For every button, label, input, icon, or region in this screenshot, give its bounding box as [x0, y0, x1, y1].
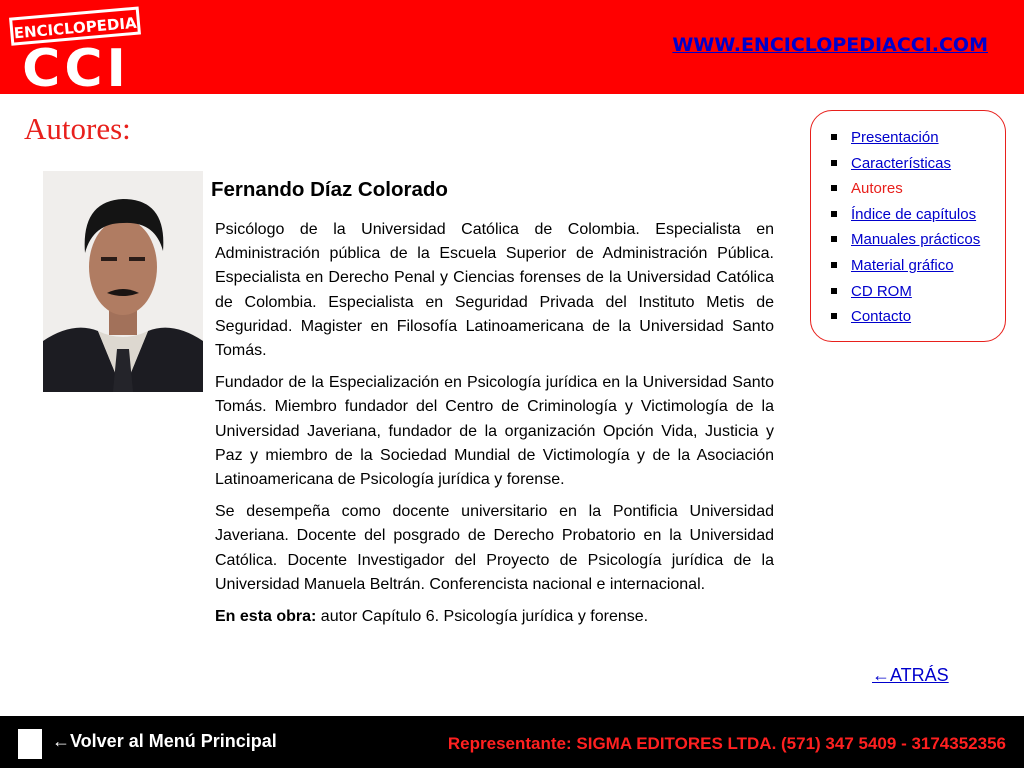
page-title: Autores:	[24, 111, 131, 146]
site-url-link[interactable]: WWW.ENCICLOPEDIACCI.COM	[672, 34, 988, 56]
bio-paragraph: Psicólogo de la Universidad Católica de Colombia. Especialista en Administración pública de la Escuela Superior de Administración Pública. Especialista en Derecho Penal y Ciencias forenses de la Universidad Católica de Colombia. Especialista en Seguridad Privada del Instituto Metis de Seguridad. Magister en Filosofía Latinoamericana de la Universidad Santo Tomás.	[215, 221, 774, 360]
nav-item-caracteristicas	[830, 154, 980, 180]
nav-link-manuales[interactable]: Manuales prácticos	[851, 231, 981, 249]
nav-link-indice[interactable]: Índice de capítulos	[851, 205, 977, 223]
author-name: Fernando Díaz Colorado	[211, 178, 448, 201]
enciclopedia-cci-logo[interactable]	[6, 6, 146, 90]
nav-link-contacto[interactable]: Contacto	[851, 308, 912, 326]
nav-item-manuales	[830, 230, 980, 256]
nav-item-autores	[830, 179, 980, 205]
nav-item-presentacion	[830, 128, 980, 154]
main-menu-link[interactable]: ←Volver al Menú Principal	[52, 731, 277, 751]
nav-list	[830, 128, 980, 333]
nav-link-material[interactable]: Material gráfico	[851, 256, 954, 274]
logo-main-text: CCI	[22, 39, 130, 90]
header-bar	[0, 0, 1024, 94]
footer-bar	[0, 716, 1024, 768]
nav-item-indice	[830, 205, 980, 231]
representative-info: Representante: SIGMA EDITORES LTDA. (571) 347 5409 - 3174352356	[447, 734, 1006, 753]
work-paragraph	[215, 605, 774, 629]
work-text: autor Capítulo 6. Psicología jurídica y forense.	[316, 608, 649, 626]
nav-item-material	[830, 256, 980, 282]
bio-paragraph: Fundador de la Especialización en Psicología jurídica en la Universidad Santo Tomás. Miembro fundador del Centro de Criminología y Victimología de la Universidad Javeriana, fundador de la organización Opción Vida, Justicia y Paz y miembro de la Sociedad Mundial de Victimología y de la Asociación Latinoamericana de Psicología jurídica y forense.	[215, 374, 774, 489]
nav-link-cdrom[interactable]: CD ROM	[851, 282, 912, 300]
side-navigation	[810, 110, 1006, 342]
logo-top-text: ENCICLOPEDIA	[13, 13, 138, 43]
work-label: En esta obra:	[215, 608, 317, 626]
nav-item-cdrom	[830, 282, 980, 308]
nav-item-contacto	[830, 307, 980, 333]
nav-link-presentacion[interactable]: Presentación	[851, 129, 939, 146]
nav-link-autores[interactable]: Autores	[851, 180, 903, 198]
author-bio	[215, 218, 774, 637]
back-link[interactable]: ←ATRÁS	[872, 665, 949, 685]
author-portrait	[43, 171, 203, 392]
bio-paragraph: Se desempeña como docente universitario en la Pontificia Universidad Javeriana. Docente del posgrado de Derecho Probatorio en la Universidad Católica. Docente Investigador del Proyecto de Psicología jurídica de la Universidad Manuela Beltrán. Conferencista nacional e internacional.	[215, 503, 774, 593]
footer-square-icon	[18, 729, 42, 759]
nav-link-caracteristicas[interactable]: Características	[851, 154, 952, 172]
